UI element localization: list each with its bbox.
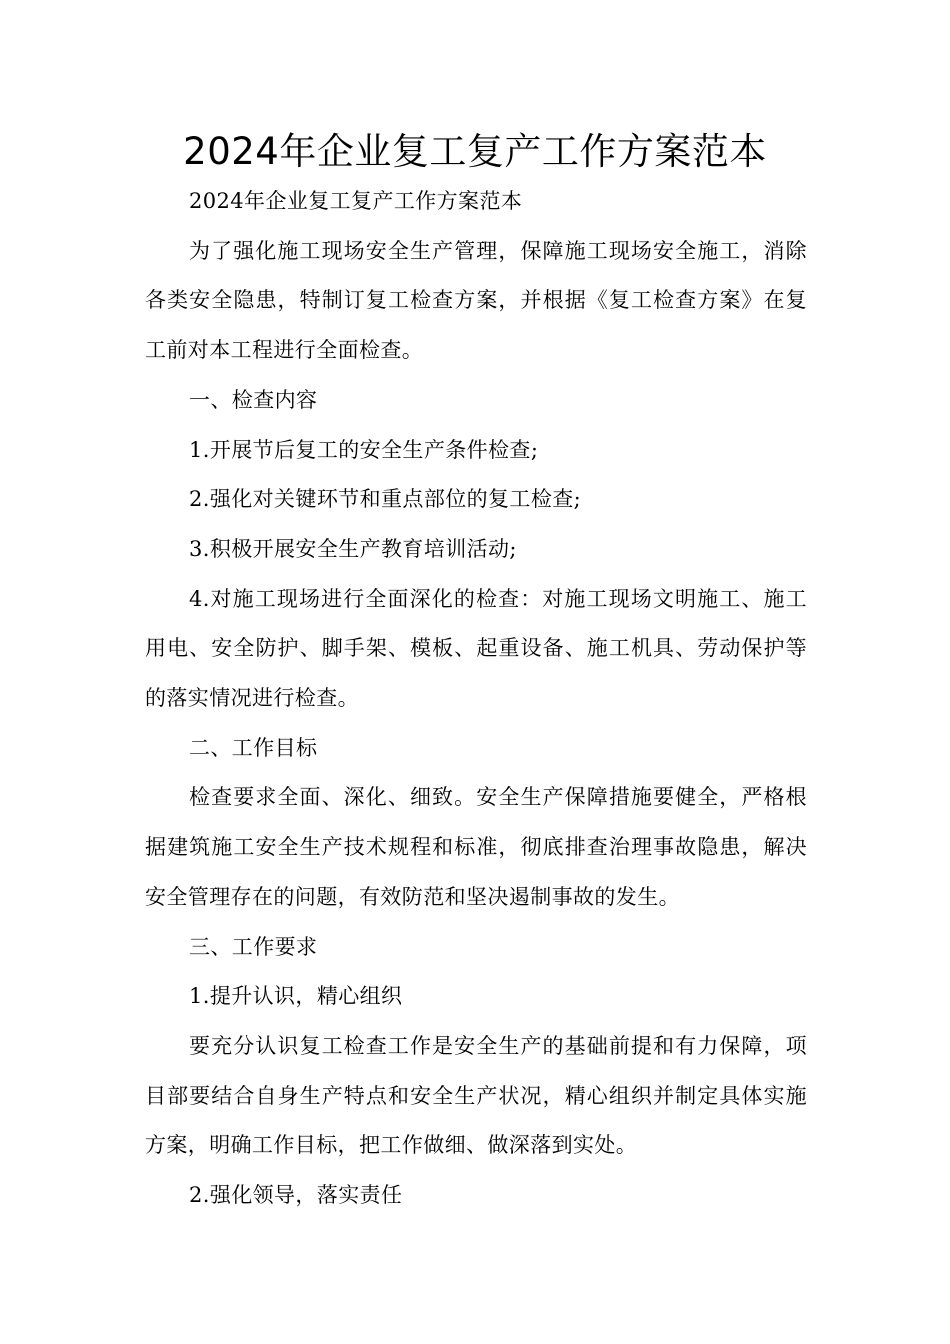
list-item: 3.积极开展安全生产教育培训活动; (189, 536, 517, 561)
intro-paragraph: 为了强化施工现场安全生产管理，保障施工现场安全施工，消除各类安全隐患，特制订复工检查方案，并根据《复工检查方案》在复工前对本工程进行全面检查。 (145, 238, 807, 363)
subtitle-paragraph: 2024年企业复工复产工作方案范本 (189, 189, 523, 213)
section-heading-work-goals: 二、工作目标 (189, 735, 318, 760)
document-title: 2024年企业复工复产工作方案范本 (183, 130, 767, 173)
list-item: 4.对施工现场进行全面深化的检查：对施工现场文明施工、施工用电、安全防护、脚手架、模板、起重设备、施工机具、劳动保护等的落实情况进行检查。 (145, 586, 807, 711)
section-heading-inspection-content: 一、检查内容 (189, 387, 318, 412)
list-item: 1.开展节后复工的安全生产条件检查; (189, 437, 539, 462)
list-item: 2.强化对关键环节和重点部位的复工检查; (189, 487, 582, 512)
body-paragraph: 要充分认识复工检查工作是安全生产的基础前提和有力保障，项目部要结合自身生产特点和安全生产状况，精心组织并制定具体实施方案，明确工作目标，把工作做细、做深落到实处。 (145, 1033, 807, 1158)
subheading: 1.提升认识，精心组织 (189, 984, 403, 1009)
body-paragraph: 检查要求全面、深化、细致。安全生产保障措施要健全，严格根据建筑施工安全生产技术规程和标准，彻底排查治理事故隐患，解决安全管理存在的问题，有效防范和坚决遏制事故的发生。 (145, 785, 807, 909)
section-heading-work-requirements: 三、工作要求 (189, 934, 318, 959)
subheading: 2.强化领导，落实责任 (189, 1183, 403, 1208)
document-body (145, 177, 807, 1221)
